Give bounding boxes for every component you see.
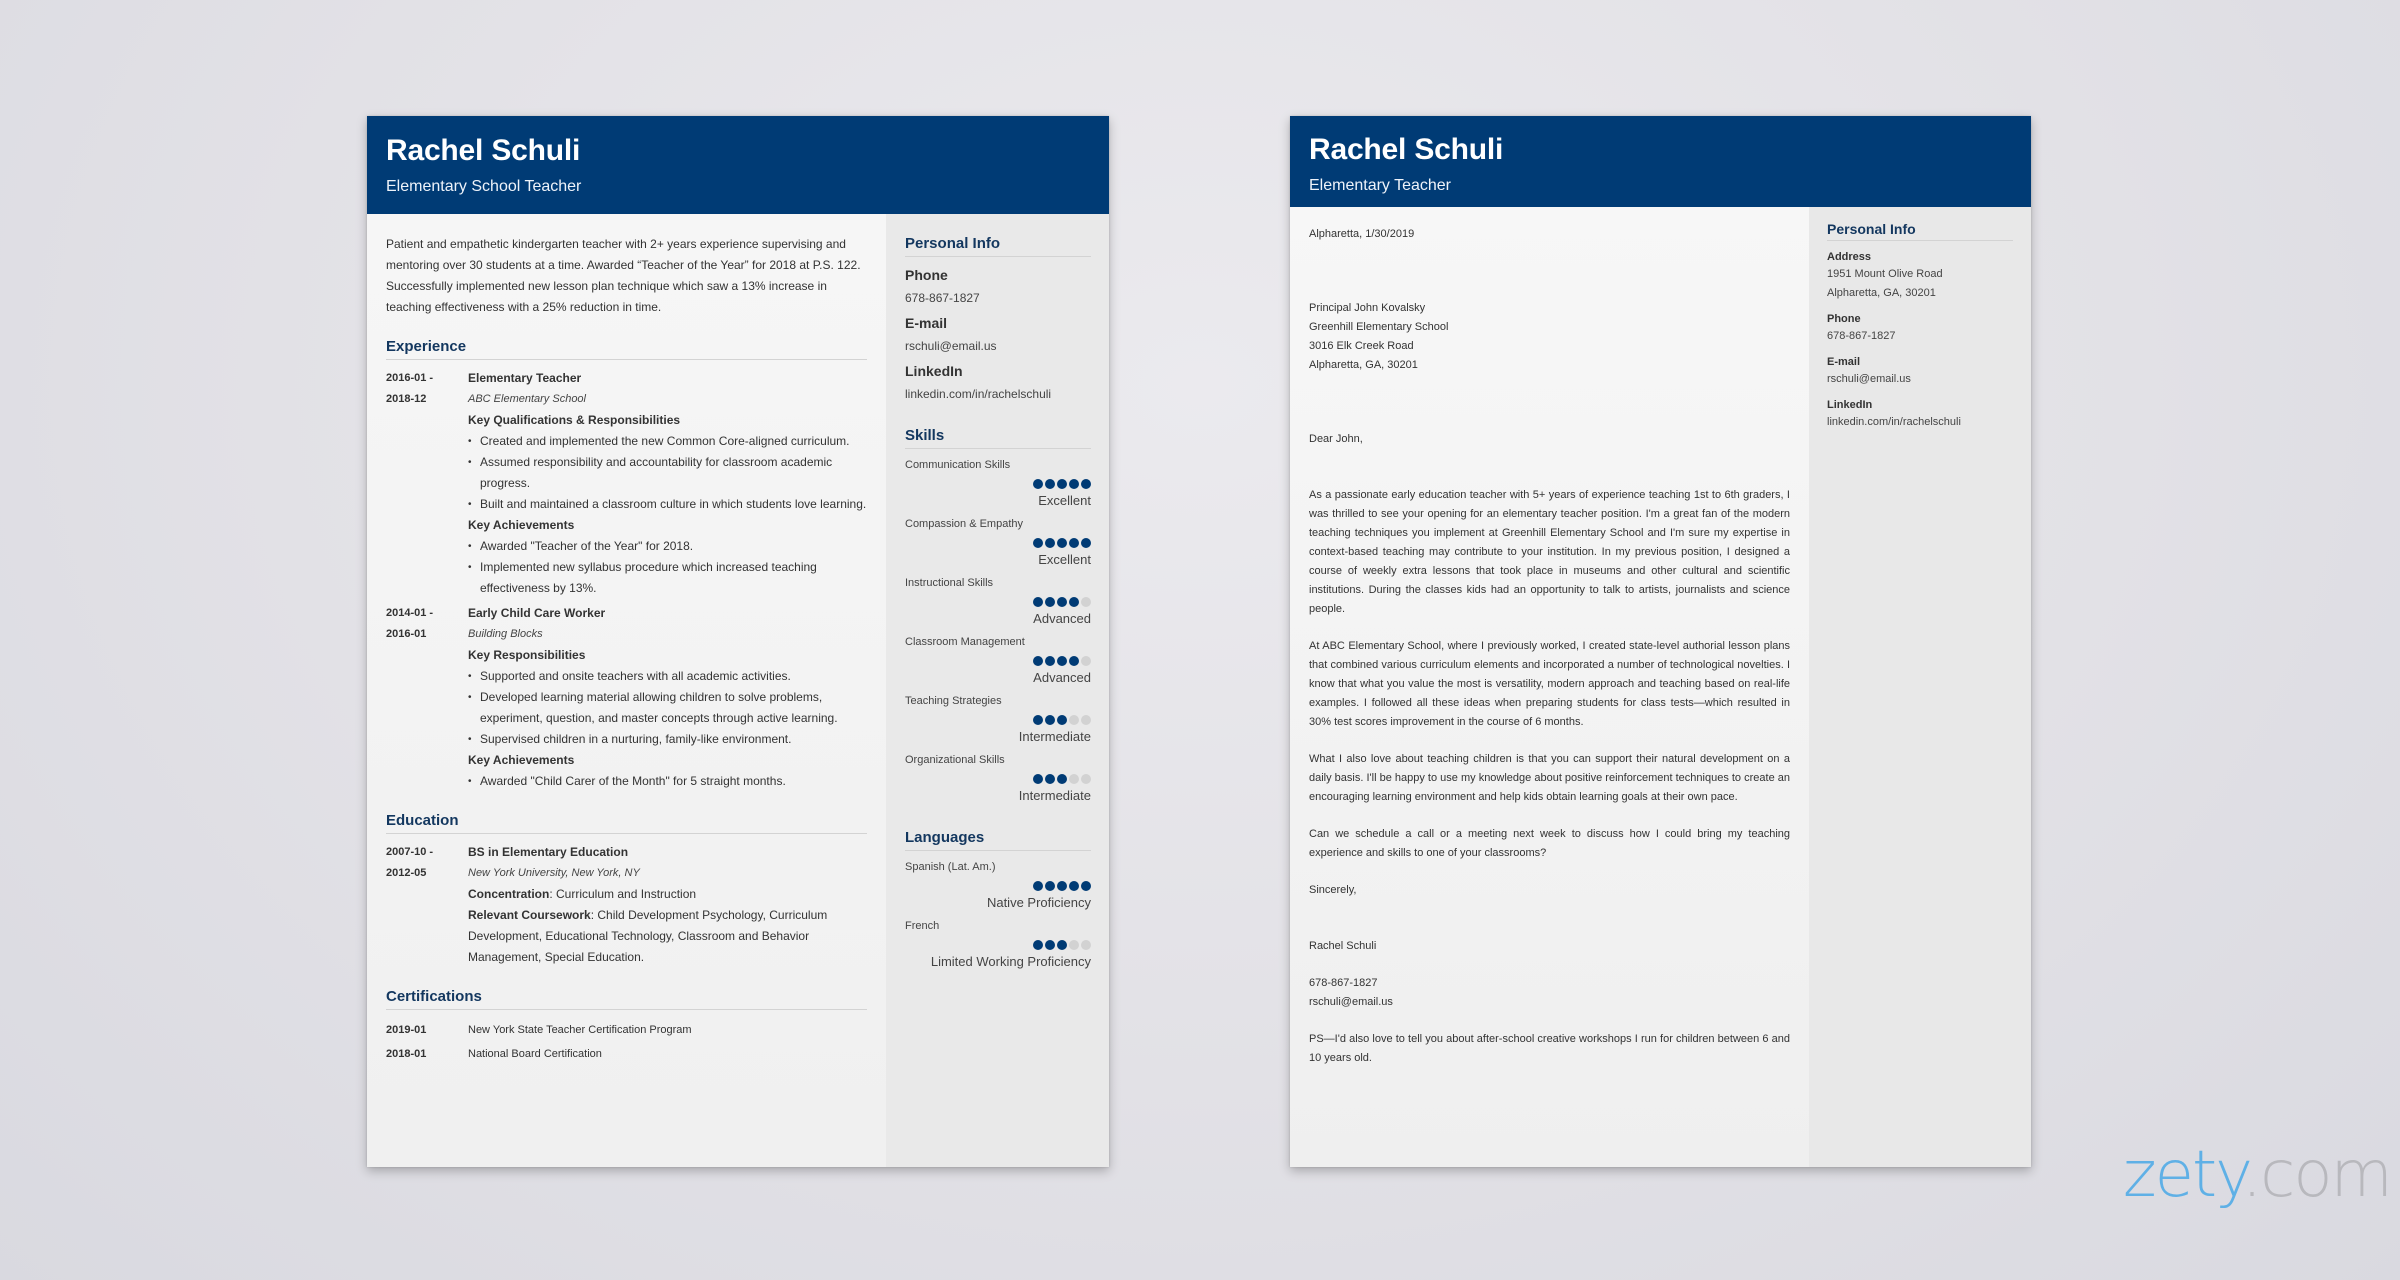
- cover-header: [1290, 116, 2031, 207]
- certification-name: New York State Teacher Certification Program: [468, 1024, 692, 1036]
- date-start: 2016-01 -: [386, 372, 434, 384]
- employer: ABC Elementary School: [468, 393, 586, 405]
- skills-heading: Skills: [905, 427, 1091, 449]
- experience-content: [468, 603, 867, 792]
- education-date-end: 2012-05: [386, 867, 427, 879]
- resume-main-column: [367, 214, 886, 1167]
- filled-dot-icon: [1057, 774, 1067, 784]
- education-degree: BS in Elementary Education: [468, 845, 629, 859]
- language-level: Limited Working Proficiency: [930, 954, 1091, 969]
- resume-header: [367, 116, 1109, 214]
- empty-dot-icon: [1069, 940, 1079, 950]
- skill-level: Advanced: [1033, 611, 1091, 626]
- linkedin-label: LinkedIn: [905, 363, 963, 379]
- empty-dot-icon: [1069, 715, 1079, 725]
- education-heading: Education: [386, 812, 867, 834]
- filled-dot-icon: [1069, 538, 1079, 548]
- subheading: Key Achievements: [468, 518, 575, 532]
- resume-page: [367, 116, 1109, 1167]
- bullet-item: • Awarded "Teacher of the Year" for 2018.: [468, 536, 867, 557]
- bullet-item: • Assumed responsibility and accountability for classroom academic progress.: [468, 452, 867, 494]
- filled-dot-icon: [1033, 479, 1043, 489]
- subheading: Key Qualifications & Responsibilities: [468, 413, 681, 427]
- empty-dot-icon: [1081, 940, 1091, 950]
- postscript: PS—I'd also love to tell you about after-school creative workshops I run for children between 6 and 10 years old.: [1309, 1033, 1790, 1064]
- certification-row: [386, 1018, 867, 1042]
- filled-dot-icon: [1033, 597, 1043, 607]
- certification-date: 2018-01: [386, 1048, 427, 1060]
- date-end: 2018-12: [386, 393, 427, 405]
- cover-email-label: E-mail: [1827, 356, 1861, 368]
- date-start: 2014-01 -: [386, 607, 434, 619]
- signature-email: rschuli@email.us: [1309, 996, 1393, 1008]
- letter-paragraph: Can we schedule a call or a meeting next week to discuss how I could bring my teaching experience and skills to one of your classrooms?: [1309, 828, 1790, 859]
- languages-heading: Languages: [905, 829, 1091, 851]
- bullet-list: [468, 666, 867, 750]
- filled-dot-icon: [1081, 479, 1091, 489]
- cover-phone-value: 678-867-1827: [1827, 330, 1896, 342]
- rating-dots: [905, 774, 1091, 785]
- closing: Sincerely,: [1309, 884, 1357, 896]
- rating-dots: [905, 538, 1091, 549]
- cover-linkedin-value[interactable]: linkedin.com/in/rachelschuli: [1827, 416, 1961, 428]
- experience-list: [386, 368, 867, 792]
- language-item: [905, 861, 1091, 910]
- resume-job-title: Elementary School Teacher: [386, 178, 582, 195]
- skill-item: [905, 459, 1091, 508]
- bullet-list: [468, 536, 867, 599]
- filled-dot-icon: [1069, 881, 1079, 891]
- certification-row: [386, 1042, 867, 1066]
- certifications-list: [386, 1018, 867, 1066]
- cover-letter-page: [1290, 116, 2031, 1167]
- certification-date: 2019-01: [386, 1024, 427, 1036]
- place-date: Alpharetta, 1/30/2019: [1309, 228, 1415, 240]
- filled-dot-icon: [1033, 538, 1043, 548]
- skill-name: Organizational Skills: [905, 754, 1005, 766]
- filled-dot-icon: [1033, 715, 1043, 725]
- bullet-list: [468, 771, 867, 792]
- empty-dot-icon: [1081, 656, 1091, 666]
- skill-name: Classroom Management: [905, 636, 1025, 648]
- phone-value: 678-867-1827: [905, 291, 980, 305]
- skill-level: Intermediate: [1018, 788, 1091, 803]
- skill-level: Excellent: [1038, 493, 1091, 508]
- skill-level: Intermediate: [1018, 729, 1091, 744]
- skill-item: [905, 754, 1091, 803]
- address-line2: Alpharetta, GA, 30201: [1827, 287, 1936, 299]
- skill-item: [905, 518, 1091, 567]
- cover-job-title: Elementary Teacher: [1309, 177, 1451, 194]
- skill-name: Instructional Skills: [905, 577, 994, 589]
- filled-dot-icon: [1081, 881, 1091, 891]
- filled-dot-icon: [1045, 538, 1055, 548]
- filled-dot-icon: [1033, 774, 1043, 784]
- filled-dot-icon: [1069, 656, 1079, 666]
- skill-name: Teaching Strategies: [905, 695, 1002, 707]
- bullet-item: • Supported and onsite teachers with all academic activities.: [468, 666, 867, 687]
- language-item: [905, 920, 1091, 969]
- languages-list: [905, 861, 1091, 969]
- cover-personal-info-heading: Personal Info: [1827, 221, 2013, 241]
- personal-info-heading: Personal Info: [905, 235, 1091, 257]
- certifications-heading: Certifications: [386, 988, 867, 1010]
- filled-dot-icon: [1057, 597, 1067, 607]
- resume-summary: Patient and empathetic kindergarten teacher with 2+ years experience supervising and mentoring over 30 students at a time. Awarded “Teacher of the Year” for 2018 at P.S. 122. Successfully implemented new lesson plan technique which saw a 13% increase in teaching effectiveness with a 25% reduction in time.: [386, 237, 861, 314]
- bullet-item: • Developed learning material allowing children to solve problems, experiment, question, and master concepts through active learning.: [468, 687, 867, 729]
- bullet-item: • Supervised children in a nurturing, family-like environment.: [468, 729, 867, 750]
- filled-dot-icon: [1057, 881, 1067, 891]
- signature-phone: 678-867-1827: [1309, 977, 1378, 989]
- education-coursework: Relevant Coursework: Child Development Psychology, Curriculum Development, Educational Technology, Classroom and Behavior Management, Special Education.: [468, 908, 828, 964]
- bullet-item: • Implemented new syllabus procedure which increased teaching effectiveness by 13%.: [468, 557, 867, 599]
- filled-dot-icon: [1045, 774, 1055, 784]
- email-value[interactable]: rschuli@email.us: [905, 339, 997, 353]
- filled-dot-icon: [1033, 940, 1043, 950]
- language-name: French: [905, 920, 940, 932]
- experience-heading: Experience: [386, 338, 867, 360]
- filled-dot-icon: [1057, 715, 1067, 725]
- filled-dot-icon: [1069, 479, 1079, 489]
- filled-dot-icon: [1045, 656, 1055, 666]
- rating-dots: [905, 597, 1091, 608]
- greeting: Dear John,: [1309, 433, 1363, 445]
- rating-dots: [905, 881, 1091, 892]
- experience-entry: [386, 368, 867, 599]
- bullet-item: • Awarded "Child Carer of the Month" for 5 straight months.: [468, 771, 867, 792]
- employer: Building Blocks: [468, 628, 543, 640]
- bullet-item: • Created and implemented the new Common Core-aligned curriculum.: [468, 431, 867, 452]
- filled-dot-icon: [1045, 715, 1055, 725]
- filled-dot-icon: [1045, 597, 1055, 607]
- education-entry: [386, 842, 867, 968]
- language-name: Spanish (Lat. Am.): [905, 861, 996, 873]
- filled-dot-icon: [1045, 881, 1055, 891]
- empty-dot-icon: [1081, 715, 1091, 725]
- filled-dot-icon: [1033, 881, 1043, 891]
- linkedin-value[interactable]: linkedin.com/in/rachelschuli: [905, 387, 1052, 401]
- skill-item: [905, 695, 1091, 744]
- education-concentration: Concentration: Curriculum and Instruction: [468, 887, 697, 901]
- language-level: Native Proficiency: [986, 895, 1091, 910]
- skill-name: Communication Skills: [905, 459, 1011, 471]
- signature-name: Rachel Schuli: [1309, 940, 1377, 952]
- subheading: Key Achievements: [468, 753, 575, 767]
- empty-dot-icon: [1069, 774, 1079, 784]
- cover-letter-body: [1290, 207, 1809, 1167]
- skills-list: [905, 459, 1091, 803]
- education-date-start: 2007-10 -: [386, 846, 434, 858]
- job-role: Elementary Teacher: [468, 371, 582, 385]
- cover-linkedin-label: LinkedIn: [1827, 399, 1873, 411]
- experience-entry: [386, 603, 867, 792]
- letter-paragraph: As a passionate early education teacher with 5+ years of experience teaching 1st to 6th graders, I was thrilled to see your opening for an elementary teacher position. I'm a great fan of the modern teaching techniques you implement at Greenhill Elementary School and I'm sure my expertise in context-based teaching may contribute to your institution. In my previous position, I designed a course of weekly extra lessons that took place in museums and other cultural and scientific institutions. During the classes kids had an opportunity to talk to artists, journalists and science people.: [1309, 489, 1790, 615]
- skill-level: Excellent: [1038, 552, 1091, 567]
- subheading: Key Responsibilities: [468, 648, 586, 662]
- skill-name: Compassion & Empathy: [905, 518, 1023, 530]
- filled-dot-icon: [1045, 940, 1055, 950]
- skill-level: Advanced: [1033, 670, 1091, 685]
- recipient-block: Principal John Kovalsky Greenhill Elementary School 3016 Elk Creek Road Alpharetta, GA, 30201: [1309, 302, 1449, 371]
- experience-date: [386, 368, 468, 599]
- certification-name: National Board Certification: [468, 1048, 602, 1060]
- cover-email-value[interactable]: rschuli@email.us: [1827, 373, 1911, 385]
- resume-name: Rachel Schuli: [386, 134, 581, 167]
- address-label: Address: [1827, 251, 1872, 263]
- filled-dot-icon: [1069, 597, 1079, 607]
- rating-dots: [905, 940, 1091, 951]
- filled-dot-icon: [1057, 940, 1067, 950]
- phone-label: Phone: [905, 267, 948, 283]
- letter-paragraph: At ABC Elementary School, where I previously worked, I created state-level authorial lesson plans that combined various curriculum elements and incorporated a number of technological novelties. I know that what you value the most is versatility, modern approach and teaching based on real-life examples. I followed all these ideas when preparing students for class tests—which resulted in 30% test scores improvement in the course of 6 months.: [1309, 640, 1790, 728]
- letter-paragraph: What I also love about teaching children is that you can support their natural development on a daily basis. I'll be happy to use my knowledge about positive reinforcement techniques to create an encouraging learning environment and help kids obtain learning goals at their own pace.: [1309, 753, 1790, 803]
- filled-dot-icon: [1045, 479, 1055, 489]
- resume-sidebar: [886, 214, 1109, 1167]
- address-line1: 1951 Mount Olive Road: [1827, 268, 1943, 280]
- experience-content: [468, 368, 867, 599]
- filled-dot-icon: [1081, 538, 1091, 548]
- bullet-list: [468, 431, 867, 515]
- email-label: E-mail: [905, 315, 948, 331]
- filled-dot-icon: [1033, 656, 1043, 666]
- cover-name: Rachel Schuli: [1309, 133, 1504, 166]
- job-role: Early Child Care Worker: [468, 606, 606, 620]
- experience-date: [386, 603, 468, 792]
- cover-sidebar: [1809, 207, 2031, 1167]
- rating-dots: [905, 656, 1091, 667]
- zety-logo: zety.com: [2123, 1138, 2391, 1212]
- filled-dot-icon: [1057, 656, 1067, 666]
- rating-dots: [905, 715, 1091, 726]
- filled-dot-icon: [1057, 479, 1067, 489]
- bullet-item: • Built and maintained a classroom culture in which students love learning.: [468, 494, 867, 515]
- filled-dot-icon: [1057, 538, 1067, 548]
- empty-dot-icon: [1081, 597, 1091, 607]
- education-school: New York University, New York, NY: [468, 867, 640, 879]
- skill-item: [905, 636, 1091, 685]
- cover-phone-label: Phone: [1827, 313, 1861, 325]
- empty-dot-icon: [1081, 774, 1091, 784]
- rating-dots: [905, 479, 1091, 490]
- skill-item: [905, 577, 1091, 626]
- date-end: 2016-01: [386, 628, 427, 640]
